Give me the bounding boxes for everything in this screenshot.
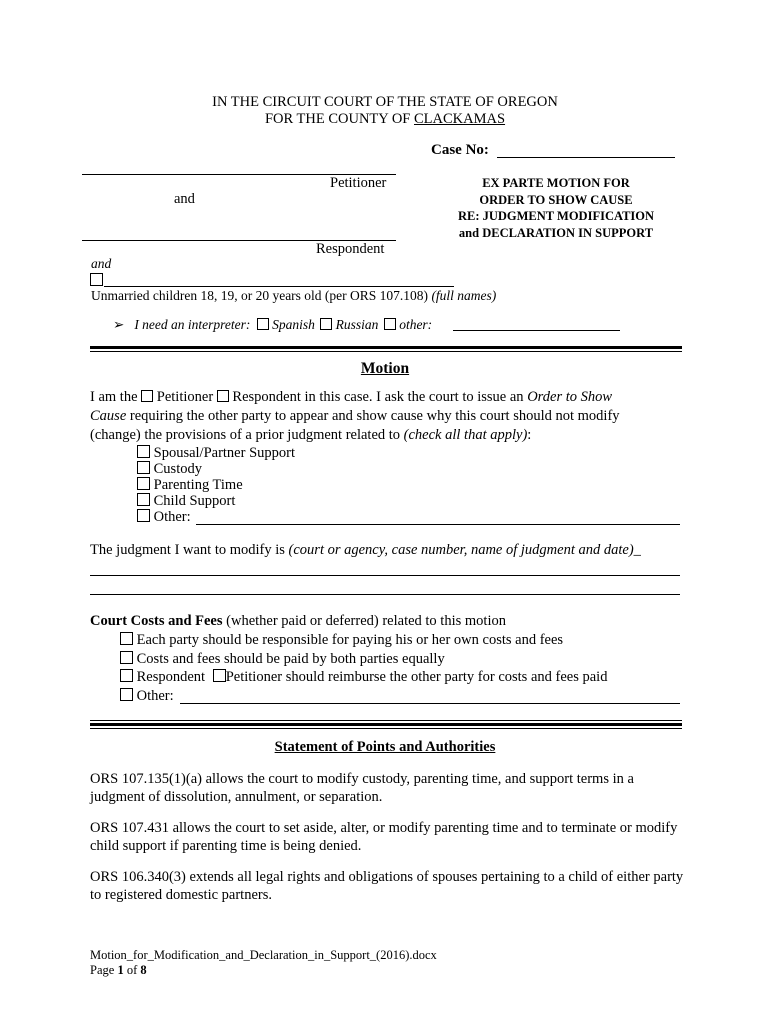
cost-petitioner-checkbox[interactable] [213, 669, 226, 682]
russian-label: Russian [335, 317, 379, 332]
child-support-checkbox[interactable] [137, 493, 150, 506]
cost-option-each [120, 632, 563, 649]
other-label: Other: [153, 509, 191, 525]
motion-petitioner-checkbox[interactable] [141, 390, 153, 402]
page-current: 1 [117, 963, 124, 977]
other-checkbox[interactable] [137, 509, 150, 522]
check-all-italic: (check all that apply) [403, 427, 528, 443]
document-title [431, 175, 681, 241]
motion-line-2-text: requiring the other party to appear and show cause why this court should not modify [126, 408, 620, 424]
authorities-divider [90, 723, 682, 726]
and-label: and [174, 191, 195, 207]
judgment-line [90, 542, 641, 559]
authorities-divider-top [90, 720, 682, 721]
motion-line-3-colon: : [527, 427, 532, 443]
cost-option-reimburse [120, 669, 607, 686]
authority-paragraph-3: ORS 106.340(3) extends all legal rights and obligations of spouses pertaining to a child of either party to registered domestic partners. [90, 869, 684, 903]
title-line-3: RE: JUDGMENT MODIFICATION [457, 209, 655, 223]
authorities-heading: Statement of Points and Authorities [274, 739, 496, 755]
page-prefix: Page [90, 963, 118, 977]
motion-i-am: I am the [90, 389, 138, 405]
county-name: CLACKAMAS [414, 111, 506, 127]
motion-heading: Motion [360, 360, 410, 377]
judgment-label: The judgment I want to modify is [90, 542, 289, 558]
cause-italic: Cause [90, 408, 127, 424]
cost-each-label: Each party should be responsible for paying his or her own costs and fees [136, 632, 564, 648]
petitioner-label: Petitioner [330, 175, 387, 191]
cost-other-checkbox[interactable] [120, 688, 133, 701]
child-support-label: Child Support [153, 493, 236, 509]
spanish-checkbox[interactable] [257, 318, 269, 330]
children-names-field[interactable] [104, 286, 454, 287]
option-spousal-support [137, 445, 295, 462]
section-divider [90, 346, 682, 349]
option-child-support [137, 493, 235, 510]
option-custody [137, 461, 202, 478]
cost-equal-checkbox[interactable] [120, 651, 133, 664]
county-line [0, 111, 770, 128]
county-prefix: FOR THE COUNTY OF [264, 111, 414, 127]
spousal-support-checkbox[interactable] [137, 445, 150, 458]
custody-checkbox[interactable] [137, 461, 150, 474]
interpreter-row [113, 317, 432, 333]
spousal-support-label: Spousal/Partner Support [153, 445, 295, 461]
other-modification-field[interactable] [196, 524, 680, 525]
judgment-trail: _ [633, 542, 641, 558]
children-label-text: Unmarried children 18, 19, or 20 years old (per ORS 107.108) [91, 288, 432, 303]
footer-page-number [90, 963, 147, 978]
respondent-label: Respondent [316, 241, 385, 257]
interpreter-label: I need an interpreter: [134, 317, 251, 332]
parenting-time-label: Parenting Time [153, 477, 243, 493]
court-name-line: IN THE CIRCUIT COURT OF THE STATE OF OREGON [212, 94, 558, 110]
other-language-field[interactable] [453, 330, 620, 331]
option-parenting-time [137, 477, 243, 494]
motion-line-3 [90, 427, 531, 444]
page-of: of [123, 963, 141, 977]
spanish-label: Spanish [272, 317, 315, 332]
title-line-4: and DECLARATION IN SUPPORT [458, 225, 654, 240]
cost-reimburse-label: Petitioner should reimburse the other party for costs and fees paid [225, 669, 608, 685]
parenting-time-checkbox[interactable] [137, 477, 150, 490]
option-other [137, 509, 191, 526]
custody-label: Custody [153, 461, 202, 477]
cost-respondent-label: Respondent [136, 669, 206, 685]
cost-option-equal [120, 651, 445, 668]
judgment-field-2[interactable] [90, 594, 680, 595]
motion-line-1 [90, 389, 612, 406]
motion-petitioner-label: Petitioner [156, 389, 214, 405]
case-no-label: Case No: [431, 142, 489, 158]
checkbox-icon[interactable] [90, 273, 103, 286]
footer-filename: Motion_for_Modification_and_Declaration_in_Support_(2016).docx [90, 948, 437, 962]
title-line-1: EX PARTE MOTION FOR [482, 176, 630, 190]
title-line-2: ORDER TO SHOW CAUSE [479, 192, 633, 207]
motion-respondent-label: Respondent in this case. I ask the court to issue an [232, 389, 524, 405]
cost-respondent-checkbox[interactable] [120, 669, 133, 682]
cost-each-checkbox[interactable] [120, 632, 133, 645]
motion-line-3-text: (change) the provisions of a prior judgment related to [90, 427, 404, 443]
judgment-field-1[interactable] [90, 575, 680, 576]
children-label [91, 288, 496, 304]
other-language-label: other: [399, 317, 433, 332]
authorities-divider-bottom [90, 728, 682, 729]
and-italic-label: and [91, 256, 112, 271]
authority-paragraph-2: ORS 107.431 allows the court to set aside, alter, or modify parenting time and to terminate or modify child support if parenting time is being denied. [90, 820, 678, 854]
motion-line-2 [90, 408, 620, 425]
order-to-show-italic: Order to Show [527, 389, 613, 405]
cost-equal-label: Costs and fees should be paid by both parties equally [136, 651, 445, 667]
cost-option-other [120, 688, 174, 705]
costs-heading-bold: Court Costs and Fees [90, 613, 223, 629]
arrow-bullet-icon: ➢ [113, 317, 125, 332]
judgment-italic: (court or agency, case number, name of judgment and date) [288, 542, 634, 558]
russian-checkbox[interactable] [320, 318, 332, 330]
costs-heading-text: (whether paid or deferred) related to this motion [222, 613, 506, 629]
other-language-checkbox[interactable] [384, 318, 396, 330]
costs-heading [90, 613, 506, 630]
motion-respondent-checkbox[interactable] [217, 390, 229, 402]
case-no-field[interactable] [497, 157, 675, 158]
authority-paragraph-1: ORS 107.135(1)(a) allows the court to modify custody, parenting time, and support terms in a judgment of dissolution, annulment, or separation. [90, 771, 634, 805]
cost-other-field[interactable] [180, 703, 680, 704]
section-divider-thin [90, 351, 682, 352]
page-total: 8 [140, 963, 147, 977]
cost-other-label: Other: [136, 688, 174, 704]
children-label-italic: (full names) [431, 288, 497, 303]
